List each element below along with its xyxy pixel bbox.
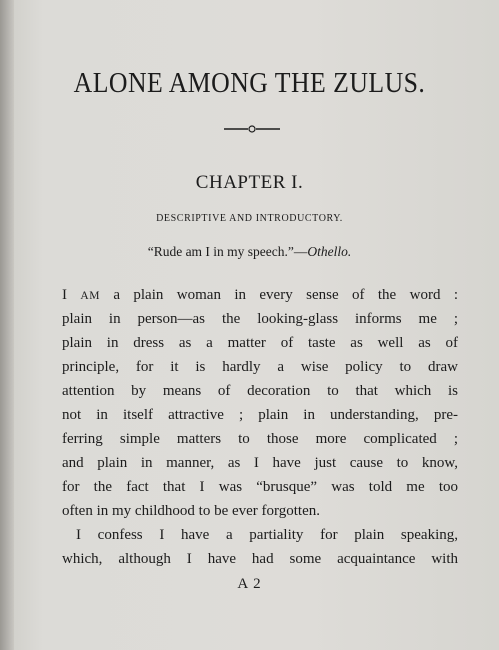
text-line: for the fact that I was “brusque” was told me too: [62, 479, 458, 495]
drop-word: I: [62, 287, 67, 303]
text-line: often in my childhood to be ever forgotten.: [62, 503, 320, 519]
text-line: plain in person—as the looking-glass informs me ;: [62, 311, 458, 327]
text-line: principle, for it is hardly a wise policy to draw: [62, 359, 458, 375]
text-line: [62, 283, 458, 307]
text-line: I confess I have a partiality for plain speaking,: [76, 527, 458, 543]
text-line: not in itself attractive ; plain in understanding, pre-: [62, 407, 458, 423]
body-text: [62, 283, 458, 571]
text-line: ferring simple matters to those more complicated ;: [62, 431, 458, 447]
signature-mark: A 2: [237, 576, 262, 592]
small-caps-word: AM: [80, 290, 100, 302]
book-spine-shadow: [0, 0, 14, 650]
ornament-divider: [224, 124, 280, 134]
epigraph: [0, 244, 499, 260]
text-line: attention by means of decoration to that which is: [62, 383, 458, 399]
text-line-content: a plain woman in every sense of the word :: [99, 287, 459, 303]
book-title: ALONE AMONG THE ZULUS.: [73, 68, 426, 99]
text-line: which, although I have had some acquaintance with: [62, 551, 458, 567]
chapter-heading: CHAPTER I.: [195, 172, 304, 193]
epigraph-source: Othello.: [307, 244, 352, 259]
text-line: plain in dress as a matter of taste as well as of: [62, 335, 458, 351]
chapter-subtitle: DESCRIPTIVE AND INTRODUCTORY.: [156, 213, 343, 224]
epigraph-quote: “Rude am I in my speech.”—: [147, 244, 308, 259]
text-line: and plain in manner, as I have just cause to know,: [62, 455, 458, 471]
